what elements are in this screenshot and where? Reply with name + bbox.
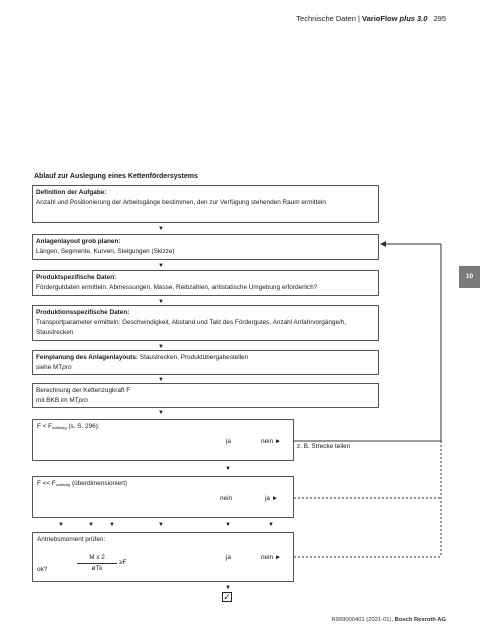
step-heading: Definition der Aufgabe: bbox=[36, 189, 107, 196]
page-footer bbox=[332, 617, 447, 623]
header-product-version: plus 3.0 bbox=[399, 14, 428, 23]
decision-drive-torque bbox=[32, 532, 294, 582]
step-product-data bbox=[32, 270, 379, 296]
decision-condition bbox=[37, 422, 100, 432]
decision-ok: ok? bbox=[37, 566, 48, 573]
flow-arrow: ▼ bbox=[158, 377, 164, 383]
step-ref bbox=[36, 396, 375, 406]
decision-no: nein ► bbox=[261, 554, 282, 561]
cond-sub: zulässig bbox=[52, 425, 67, 430]
step-ref bbox=[36, 363, 375, 373]
chapter-tab: 10 bbox=[459, 266, 480, 288]
formula-rhs: ≥F bbox=[119, 559, 127, 566]
step-heading: Produktionsspezifische Daten: bbox=[36, 309, 130, 316]
decision-overdimensioned bbox=[32, 476, 294, 518]
flow-arrow: ▼ bbox=[109, 522, 115, 528]
decision-yes: ja bbox=[226, 554, 231, 561]
decision-force-allowed bbox=[32, 419, 294, 461]
decision-note: z. B. Strecke teilen bbox=[297, 443, 351, 450]
step-ref-italic: pro bbox=[78, 397, 88, 404]
formula-numerator: M x 2 bbox=[89, 554, 105, 561]
decision-yes: ja bbox=[226, 438, 231, 445]
formula-fraction bbox=[77, 553, 117, 573]
footer-company: Bosch Rexroth AG bbox=[394, 617, 446, 623]
decision-no: nein ► bbox=[261, 438, 282, 445]
flow-arrow: ▼ bbox=[158, 522, 164, 528]
step-definition bbox=[32, 185, 379, 223]
step-text: Berechnung der Kettenzugkraft F bbox=[36, 387, 131, 394]
flow-arrow: ▼ bbox=[225, 466, 231, 472]
step-text: Anzahl und Positionierung der Arbeitsgänge bestimmen, den zur Verfügung stehenden Raum ermitteln bbox=[36, 199, 326, 206]
decision-condition: Antriebsmoment prüfen: bbox=[37, 536, 106, 543]
step-text: Fördergutdaten ermitteln: Abmessungen, Masse, Reibzahlen, antistatische Umgebung erforderlich? bbox=[36, 284, 318, 291]
flow-arrow: ▼ bbox=[158, 263, 164, 269]
page-number: 295 bbox=[433, 14, 446, 23]
diagram-title: Ablauf zur Auslegung eines Kettenfördersystems bbox=[34, 173, 198, 180]
formula-denominator: øTk bbox=[77, 563, 117, 573]
step-heading: Feinplanung des Anlagenlayouts: bbox=[36, 354, 139, 361]
step-production-data bbox=[32, 305, 379, 341]
flow-arrow: ▼ bbox=[225, 522, 231, 528]
step-heading: Produktspezifische Daten: bbox=[36, 274, 117, 281]
cond-a: F < F bbox=[37, 423, 53, 430]
decision-condition bbox=[37, 479, 127, 489]
cond-b: (s. S. 296): bbox=[66, 423, 100, 430]
footer-doc: R999000401 (2021-01), bbox=[331, 617, 395, 623]
header-section: Technische Daten | bbox=[296, 14, 363, 23]
flow-arrow: ▼ bbox=[88, 522, 94, 528]
decision-yes: ja ► bbox=[265, 495, 279, 502]
flow-arrow: ▼ bbox=[58, 522, 64, 528]
flow-arrow: ▼ bbox=[158, 299, 164, 305]
step-ref-text: mit BKB im MT bbox=[36, 397, 79, 404]
flow-arrow: ▼ bbox=[268, 522, 274, 528]
decision-no: nein bbox=[220, 495, 233, 502]
step-text: Staustrecken, Produktübergabestellen bbox=[138, 354, 249, 361]
cond-b: (überdimensioniert) bbox=[70, 480, 128, 487]
checkmark-icon: ✓ bbox=[223, 592, 231, 602]
step-fine-planning bbox=[32, 350, 379, 375]
flow-arrow: ▼ bbox=[158, 344, 164, 350]
step-ref-italic: pro bbox=[62, 364, 72, 371]
flow-arrow: ▼ bbox=[225, 585, 231, 591]
flow-arrow: ▼ bbox=[158, 226, 164, 232]
step-layout-rough bbox=[32, 234, 379, 260]
step-ref-text: siehe MT bbox=[36, 364, 63, 371]
step-text: Transportparameter ermitteln: Geschwindigkeit, Abstand und Takt des Fördergutes, Anzahl Anfahrvorgänge/h, Staustrecken bbox=[36, 319, 347, 336]
step-chain-force bbox=[32, 383, 379, 408]
header-product-name: VarioFlow bbox=[362, 14, 400, 23]
return-arrowhead bbox=[380, 241, 386, 247]
step-text: Längen, Segmente, Kurven, Steigungen (Skizze) bbox=[36, 248, 175, 255]
flow-arrow: ▼ bbox=[158, 410, 164, 416]
cond-sub: zulässig bbox=[55, 482, 71, 487]
step-heading: Anlagenlayout grob planen: bbox=[36, 238, 121, 245]
cond-a: F << F bbox=[37, 480, 56, 487]
